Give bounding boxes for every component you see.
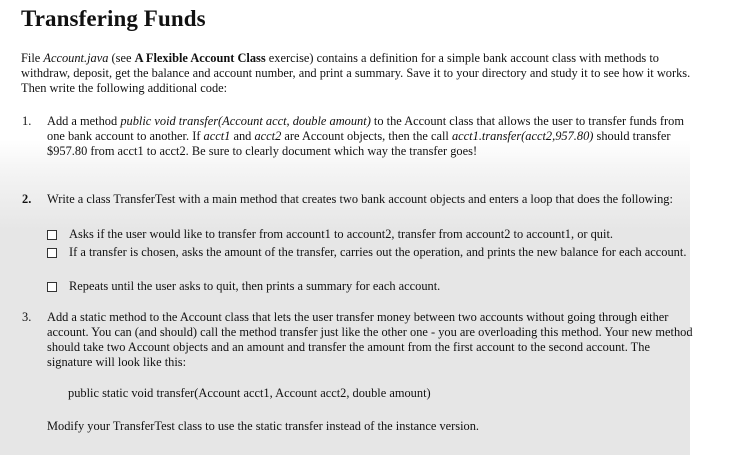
- intro-text-c: exercise) contains a definition for a simple bank account class with methods to withdraw, deposit, get the balance and account number, and print a summary. Save it to your directory and study it to see how it works. Then write the following additional code:: [21, 51, 691, 95]
- intro-file-name: Account.java: [43, 51, 109, 65]
- item-1-acct2: acct2: [254, 129, 282, 143]
- modify-instruction: Modify your TransferTest class to use the static transfer instead of the instance version.: [47, 419, 480, 433]
- item-1-acct1: acct1: [203, 129, 231, 143]
- item-1-text-e: should transfer $957.80 from acct1 to acct2. Be sure to clearly document which way the transfer goes!: [47, 129, 671, 158]
- intro-text-b: (see: [108, 51, 135, 65]
- item-1-text-a: Add a method: [47, 114, 121, 128]
- item-number-3: 3.: [22, 310, 32, 324]
- checkbox-icon: [47, 282, 57, 292]
- bullet-2-text: If a transfer is chosen, asks the amount of the transfer, carries out the operation, and prints the new balance for each account.: [69, 245, 687, 259]
- item-1-text-d: are Account objects, then the call: [281, 129, 452, 143]
- bullet-3-text: Repeats until the user asks to quit, then prints a summary for each account.: [69, 279, 441, 293]
- intro-text-a: File: [21, 51, 44, 65]
- checkbox-icon: [47, 230, 57, 240]
- item-number-2: 2.: [22, 192, 32, 206]
- method-signature-code: public static void transfer(Account acct1, Account acct2, double amount): [68, 386, 431, 400]
- item-number-1: 1.: [22, 114, 32, 128]
- item-1-signature: public void transfer(Account acct, double amount): [120, 114, 371, 128]
- item-1-call: acct1.transfer(acct2,957.80): [451, 129, 594, 143]
- item-1-text-b: to the Account class that allows the user to transfer funds from one bank account to another. If: [47, 114, 684, 143]
- intro-paragraph: [21, 51, 701, 96]
- item-1-text-c: and: [230, 129, 255, 143]
- intro-exercise-ref: A Flexible Account Class: [134, 51, 266, 65]
- checkbox-icon: [47, 248, 57, 258]
- bullet-1-text: Asks if the user would like to transfer from account1 to account2, transfer from account2 to account1, or quit.: [69, 227, 613, 241]
- page-title: Transfering Funds: [21, 6, 206, 31]
- item-1-text: [47, 114, 697, 159]
- item-3-text: Add a static method to the Account class that lets the user transfer money between two accounts without going through either account. You can (and should) call the method transfer just like the other one - you are overloading this method. Your new method should take two Account objects and an amount and transfer the amount from the first account to the second account. The signature will look like this:: [47, 310, 693, 369]
- item-2-text: Write a class TransferTest with a main method that creates two bank account objects and enters a loop that does the following:: [47, 192, 673, 206]
